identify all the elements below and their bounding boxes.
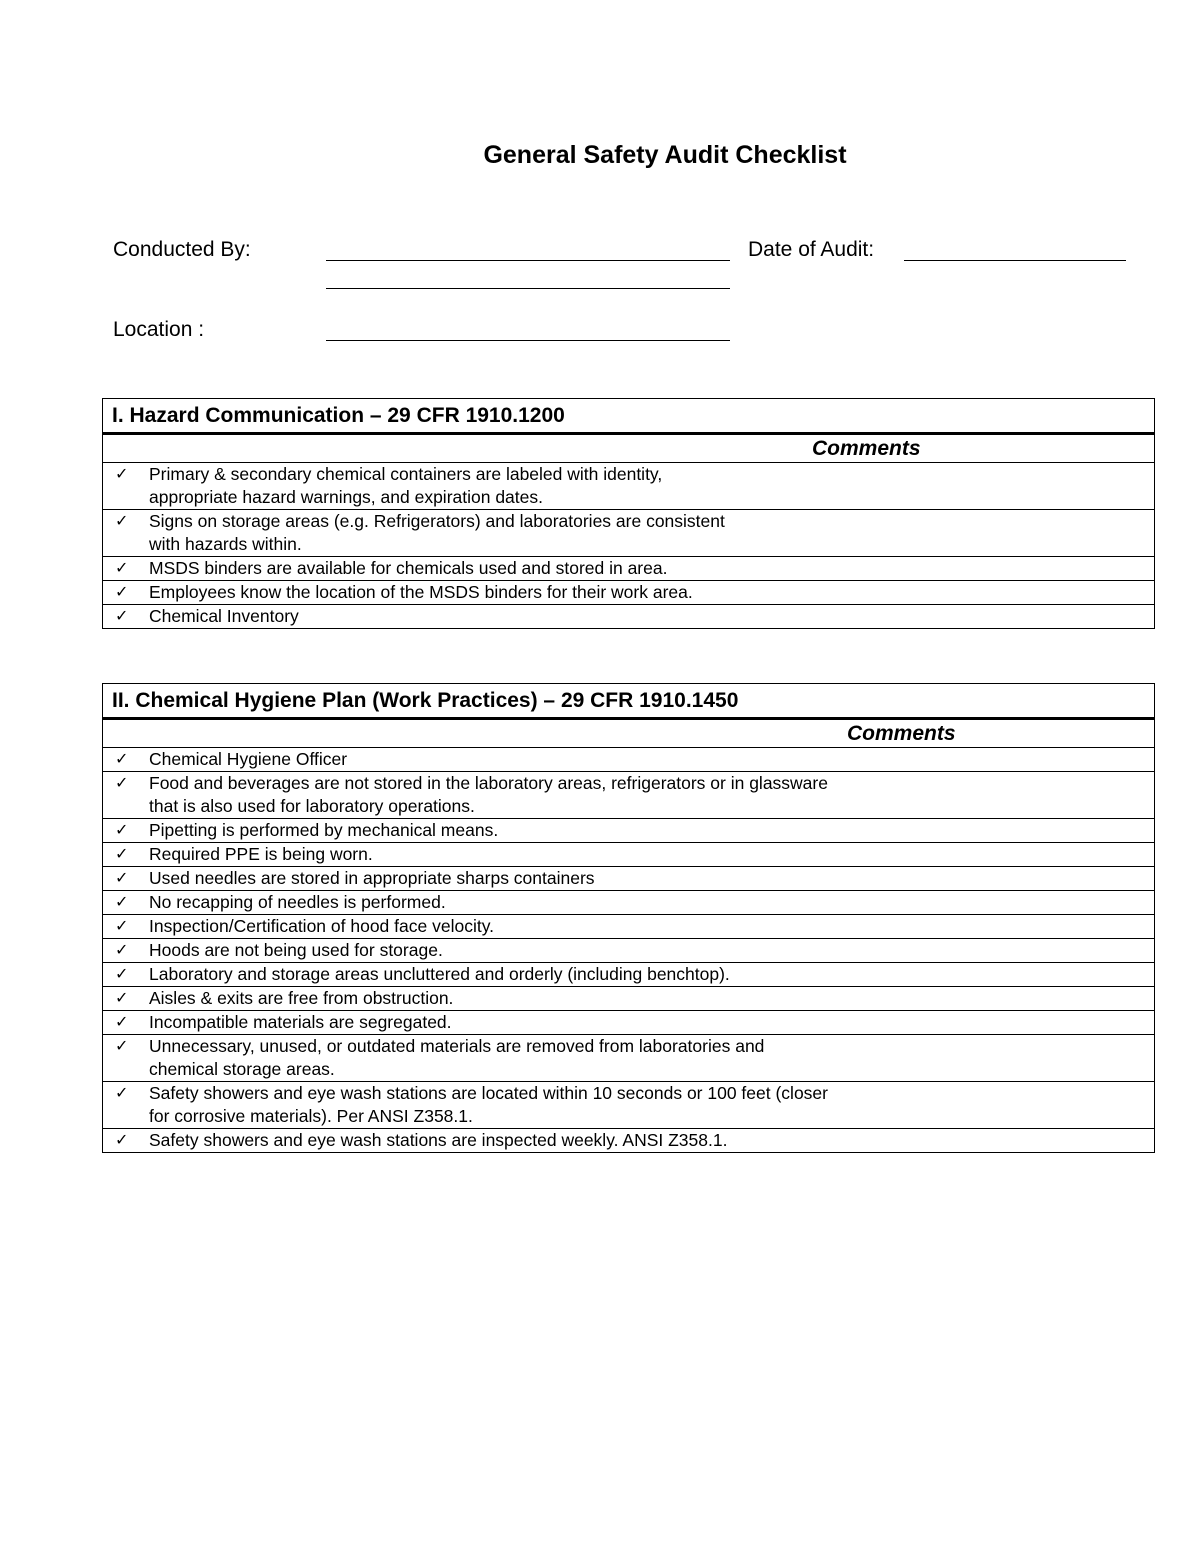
conducted-by-field-line-1[interactable] xyxy=(326,260,730,261)
chemical-hygiene-plan-table xyxy=(102,683,1155,1153)
checklist-item-text: Unnecessary, unused, or outdated materials are removed from laboratories and chemical storage areas. xyxy=(149,1036,765,1079)
checklist-item-text: MSDS binders are available for chemicals used and stored in area. xyxy=(149,558,668,578)
checkmark-icon[interactable]: ✓ xyxy=(115,775,129,792)
checkmark-icon[interactable]: ✓ xyxy=(115,990,129,1007)
checkmark-icon[interactable]: ✓ xyxy=(115,870,129,887)
checklist-row xyxy=(103,915,1155,939)
checklist-row xyxy=(103,748,1155,772)
checklist-item-text: Food and beverages are not stored in the laboratory areas, refrigerators or in glassware that is also used for laboratory operations. xyxy=(149,773,828,816)
checklist-item-text: Safety showers and eye wash stations are inspected weekly. ANSI Z358.1. xyxy=(149,1130,728,1150)
checkmark-icon[interactable]: ✓ xyxy=(115,513,129,530)
checklist-item-text: Aisles & exits are free from obstruction. xyxy=(149,988,454,1008)
checklist-item-text: Laboratory and storage areas uncluttered and orderly (including benchtop). xyxy=(149,964,730,984)
checklist-row xyxy=(103,510,1155,557)
checklist-row xyxy=(103,963,1155,987)
checklist-item-text: Pipetting is performed by mechanical means. xyxy=(149,820,499,840)
checklist-item-text: Signs on storage areas (e.g. Refrigerators) and laboratories are consistent with hazards within. xyxy=(149,511,725,554)
checklist-item-text: Safety showers and eye wash stations are located within 10 seconds or 100 feet (closer for corrosive materials). Per ANSI Z358.1. xyxy=(149,1083,828,1126)
checklist-row xyxy=(103,1011,1155,1035)
checklist-row xyxy=(103,1035,1155,1082)
checkmark-icon[interactable]: ✓ xyxy=(115,466,129,483)
checkmark-icon[interactable]: ✓ xyxy=(115,894,129,911)
checkmark-icon[interactable]: ✓ xyxy=(115,1132,129,1149)
checklist-item-text: Hoods are not being used for storage. xyxy=(149,940,443,960)
checklist-row xyxy=(103,819,1155,843)
comments-header: Comments xyxy=(103,719,1155,748)
checkmark-icon[interactable]: ✓ xyxy=(115,1038,129,1055)
checklist-row xyxy=(103,1129,1155,1153)
checklist-item-text: Required PPE is being worn. xyxy=(149,844,373,864)
section-heading: II. Chemical Hygiene Plan (Work Practices) – 29 CFR 1910.1450 xyxy=(103,684,1155,719)
checklist-item-text: Employees know the location of the MSDS binders for their work area. xyxy=(149,582,693,602)
checklist-row xyxy=(103,843,1155,867)
checklist-item-text: Inspection/Certification of hood face velocity. xyxy=(149,916,495,936)
checklist-row xyxy=(103,987,1155,1011)
checklist-item-text: No recapping of needles is performed. xyxy=(149,892,446,912)
date-of-audit-label: Date of Audit: xyxy=(748,238,875,261)
checklist-item-text: Chemical Inventory xyxy=(149,606,299,626)
checklist-item-text: Incompatible materials are segregated. xyxy=(149,1012,452,1032)
checklist-row xyxy=(103,1082,1155,1129)
checkmark-icon[interactable]: ✓ xyxy=(115,822,129,839)
location-label: Location : xyxy=(113,318,205,341)
checkmark-icon[interactable]: ✓ xyxy=(115,560,129,577)
checkmark-icon[interactable]: ✓ xyxy=(115,1014,129,1031)
checkmark-icon[interactable]: ✓ xyxy=(115,751,129,768)
date-of-audit-field-line[interactable] xyxy=(904,260,1126,261)
checklist-row xyxy=(103,463,1155,510)
conducted-by-field-line-2[interactable] xyxy=(326,288,730,289)
checklist-row xyxy=(103,605,1155,629)
section-heading: I. Hazard Communication – 29 CFR 1910.1200 xyxy=(103,399,1155,434)
checklist-row xyxy=(103,772,1155,819)
hazard-communication-table xyxy=(102,398,1155,629)
comments-header: Comments xyxy=(103,434,1155,463)
checklist-row xyxy=(103,939,1155,963)
checkmark-icon[interactable]: ✓ xyxy=(115,1085,129,1102)
location-field-line[interactable] xyxy=(326,340,730,341)
checkmark-icon[interactable]: ✓ xyxy=(115,608,129,625)
checkmark-icon[interactable]: ✓ xyxy=(115,918,129,935)
conducted-by-label: Conducted By: xyxy=(113,238,251,261)
checklist-row xyxy=(103,891,1155,915)
checklist-row xyxy=(103,867,1155,891)
checkmark-icon[interactable]: ✓ xyxy=(115,942,129,959)
checklist-item-text: Primary & secondary chemical containers are labeled with identity, appropriate hazard warnings, and expiration dates. xyxy=(149,464,663,507)
checklist-row xyxy=(103,557,1155,581)
checkmark-icon[interactable]: ✓ xyxy=(115,584,129,601)
checklist-item-text: Used needles are stored in appropriate sharps containers xyxy=(149,868,595,888)
checklist-row xyxy=(103,581,1155,605)
page-title: General Safety Audit Checklist xyxy=(483,141,847,169)
checkmark-icon[interactable]: ✓ xyxy=(115,846,129,863)
checkmark-icon[interactable]: ✓ xyxy=(115,966,129,983)
checklist-item-text: Chemical Hygiene Officer xyxy=(149,749,348,769)
